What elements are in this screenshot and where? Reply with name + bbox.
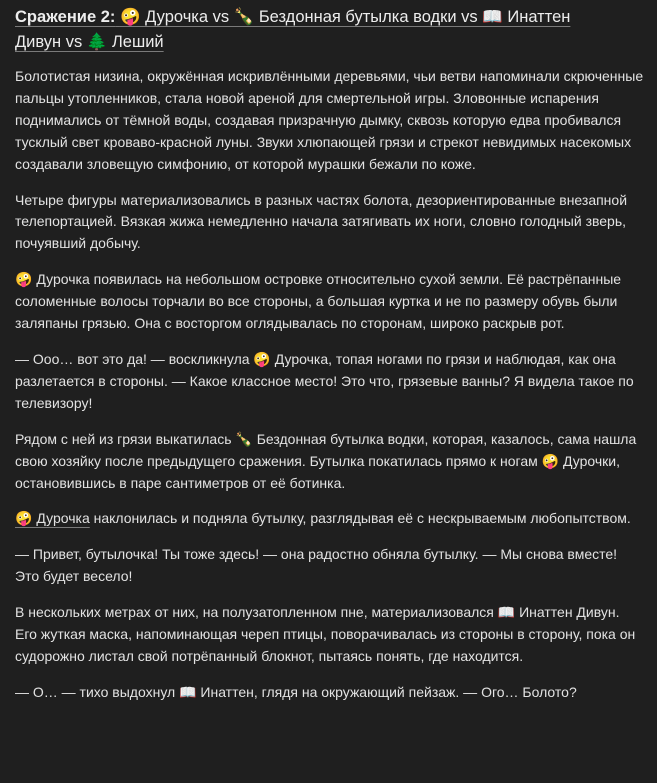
story-text: наклонилась и подняла бутылку, разглядывая её с нескрываемым любопытством. [89, 510, 631, 527]
story-paragraph: В нескольких метрах от них, на полузатопленном пне, материализовался 📖 Инаттен Дивун. Его жуткая маска, напоминающая череп птицы, поворачивалась из стороны в сторону, пока он судорожно листал свой потрёпанный блокнот, пытаясь понять, где находится. [15, 604, 636, 664]
battle-title-line2: Дивун vs 🌲 Леший [15, 33, 164, 51]
story-paragraph [15, 508, 645, 530]
story-paragraph: Болотистая низина, окружённая искривлёнными деревьями, чьи ветви напоминали скрюченные пальцы утопленников, стала новой ареной для смертельной игры. Зловонные испарения поднимались от тёмной воды, создавая призрачную дымку, сквозь которую едва пробивался тусклый свет кроваво-красной луны. Звуки хлюпающей грязи и стрекот невидимых насекомых создавали зловещую симфонию, от которой мурашки бежали по коже. [15, 68, 644, 172]
battle-title [15, 5, 645, 55]
story-paragraph: — Ооо… вот это да! — воскликнула 🤪 Дурочка, топая ногами по грязи и наблюдая, как она разлетается в стороны. — Какое классное место! Это что, грязевые ванны? Я видела такое по телевизору! [15, 350, 634, 411]
battle-number: Сражение 2: [15, 8, 116, 26]
story-paragraph: Рядом с ней из грязи выкатилась 🍾 Бездонная бутылка водки, которая, казалось, сама нашла свою хозяйку после предыдущего сражения. Бутылка покатилась прямо к ногам 🤪 Дурочки, остановившись в паре сантиметров от её ботинка. [15, 430, 637, 491]
character-link[interactable]: 🤪 Дурочка [15, 510, 90, 527]
story-paragraph: — О… — тихо выдохнул 📖 Инаттен, глядя на окружающий пейзаж. — Ого… Болото? [15, 683, 577, 700]
story-paragraph: Четыре фигуры материализовались в разных частях болота, дезориентированные внезапной телепортацией. Вязкая жижа немедленно начала затягивать их ноги, словно голодный зверь, почуявший добычу. [15, 191, 628, 252]
battle-title-line1 [15, 8, 570, 26]
story-paragraph: 🤪 Дурочка появилась на небольшом островке относительно сухой земли. Её растрёпанные соломенные волосы торчали во все стороны, а большая куртка и не по размеру обувь были заляпаны грязью. Она с восторгом оглядывалась по сторонам, широко раскрыв рот. [15, 271, 622, 332]
story-paragraph: — Привет, бутылочка! Ты тоже здесь! — она радостно обняла бутылку. — Мы снова вместе! Это будет весело! [15, 546, 618, 585]
story-article [15, 5, 645, 704]
battle-participants: 🤪 Дурочка vs 🍾 Бездонная бутылка водки vs 📖 Инаттен [119, 8, 571, 26]
